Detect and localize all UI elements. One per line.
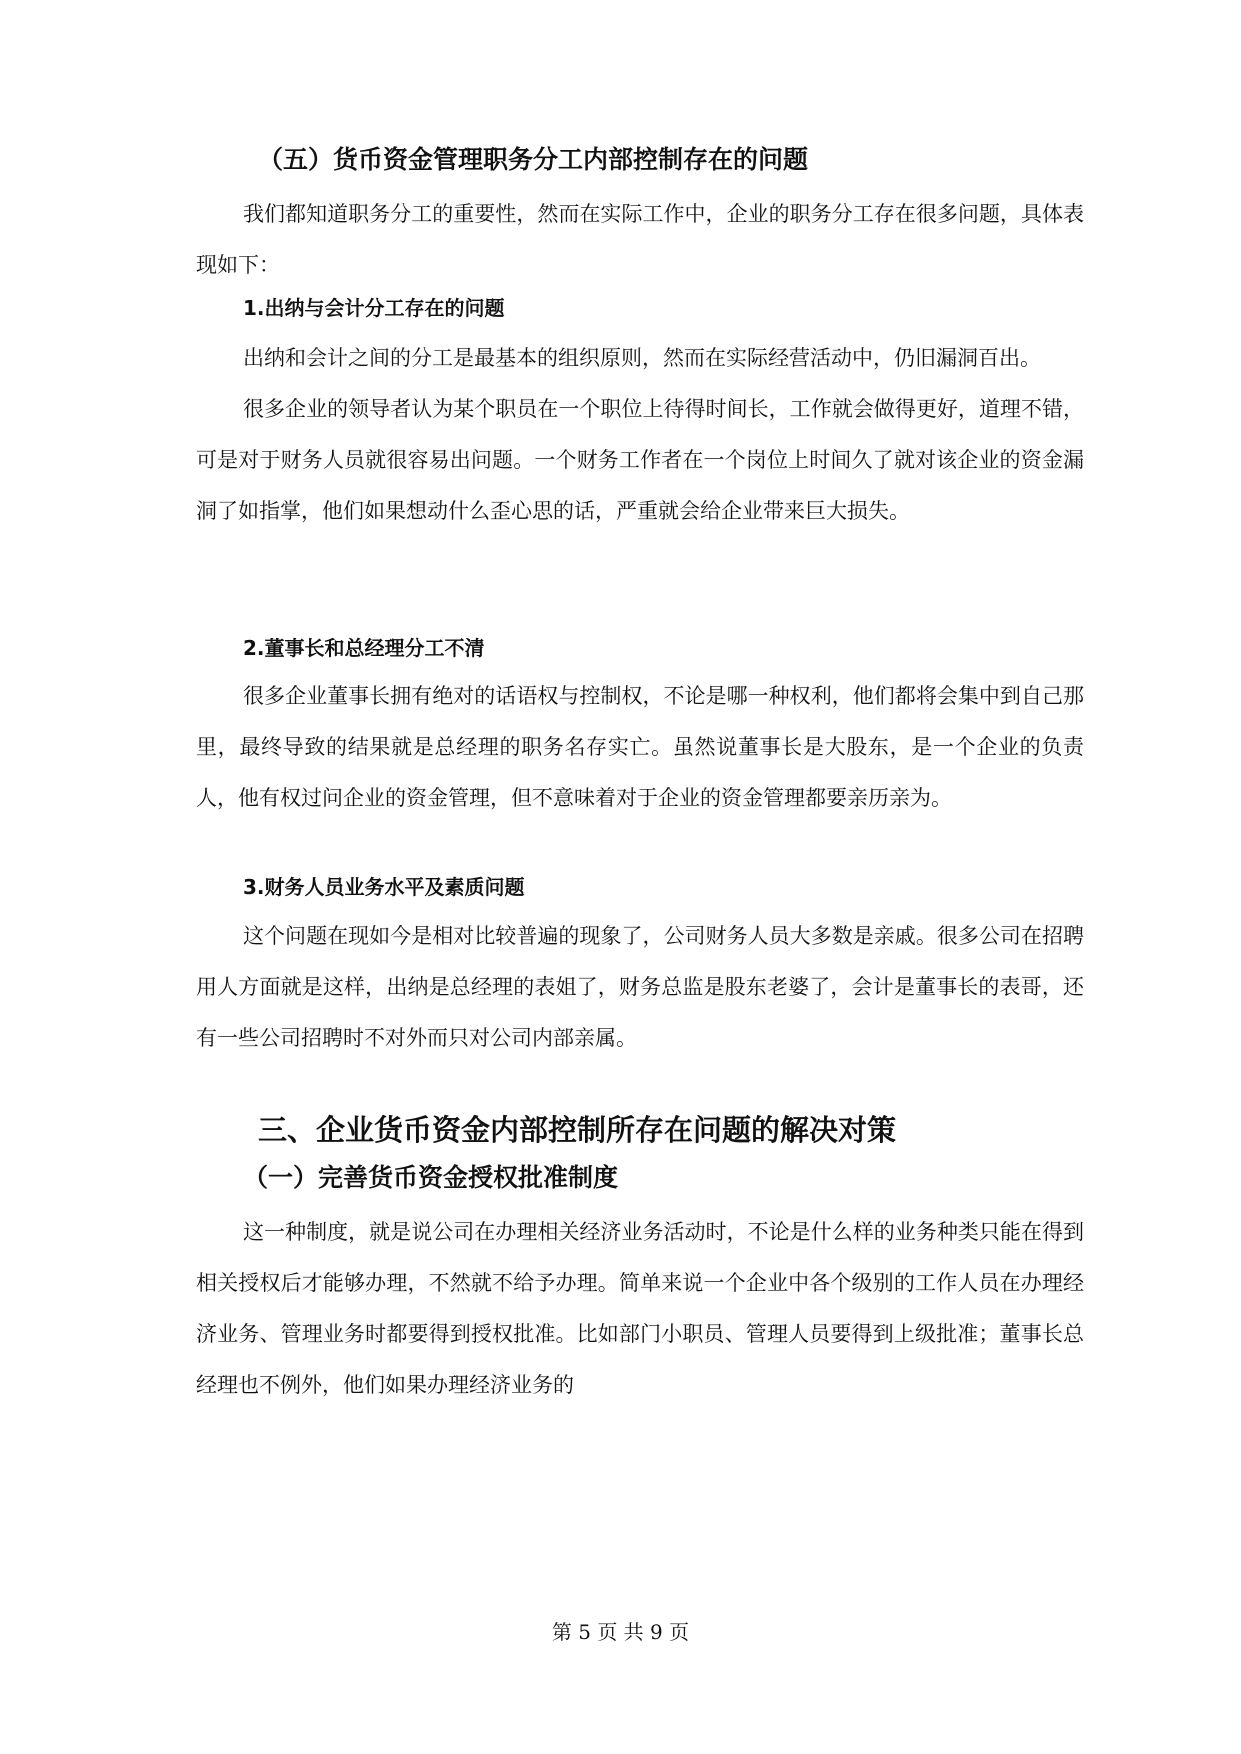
- subheading-3: 3.财务人员业务水平及素质问题: [243, 875, 525, 899]
- item-3-block: [196, 911, 1084, 1064]
- page-number: 第 5 页 共 9 页: [551, 1620, 690, 1644]
- paragraph: 很多企业的领导者认为某个职员在一个职位上待得时间长，工作就会做得更好，道理不错，可是对于财务人员就很容易出问题。一个财务工作者在一个岗位上时间久了就对该企业的资金漏洞了如指掌，他们如果想动什么歪心思的话，严重就会给企业带来巨大损失。: [196, 397, 1084, 523]
- paragraph: 我们都知道职务分工的重要性，然而在实际工作中，企业的职务分工存在很多问题，具体表现如下：: [196, 202, 1084, 277]
- paragraph: 很多企业董事长拥有绝对的话语权与控制权，不论是哪一种权利，他们都将会集中到自己那里，最终导致的结果就是总经理的职务名存实亡。虽然说董事长是大股东，是一个企业的负责人，他有权过问企业的资金管理，但不意味着对于企业的资金管理都要亲历亲为。: [196, 684, 1084, 810]
- chapter-sub1-block: [196, 1207, 1084, 1411]
- item-1-block: [196, 333, 1084, 537]
- subheading-1: 1.出纳与会计分工存在的问题: [243, 296, 505, 320]
- section-heading: （五）货币资金管理职务分工内部控制存在的问题: [258, 145, 809, 174]
- paragraph: 出纳和会计之间的分工是最基本的组织原则，然而在实际经营活动中，仍旧漏洞百出。: [243, 346, 1041, 370]
- chapter-heading: 三、企业货币资金内部控制所存在问题的解决对策: [258, 1113, 897, 1147]
- paragraph: 这个问题在现如今是相对比较普遍的现象了，公司财务人员大多数是亲戚。很多公司在招聘用人方面就是这样，出纳是总经理的表姐了，财务总监是股东老婆了，会计是董事长的表哥，还有一些公司招聘时不对外而只对公司内部亲属。: [196, 924, 1084, 1050]
- paragraph: 这一种制度，就是说公司在办理相关经济业务活动时，不论是什么样的业务种类只能在得到相关授权后才能够办理，不然就不给予办理。简单来说一个企业中各个级别的工作人员在办理经济业务、管理业务时都要得到授权批准。比如部门小职员、管理人员要得到上级批准；董事长总经理也不例外，他们如果办理经济业务的: [196, 1220, 1084, 1397]
- subheading-2: 2.董事长和总经理分工不清: [243, 636, 485, 660]
- section-heading: （一）完善货币资金授权批准制度: [243, 1163, 619, 1192]
- section-intro-block: [196, 189, 1084, 291]
- item-2-block: [196, 671, 1084, 824]
